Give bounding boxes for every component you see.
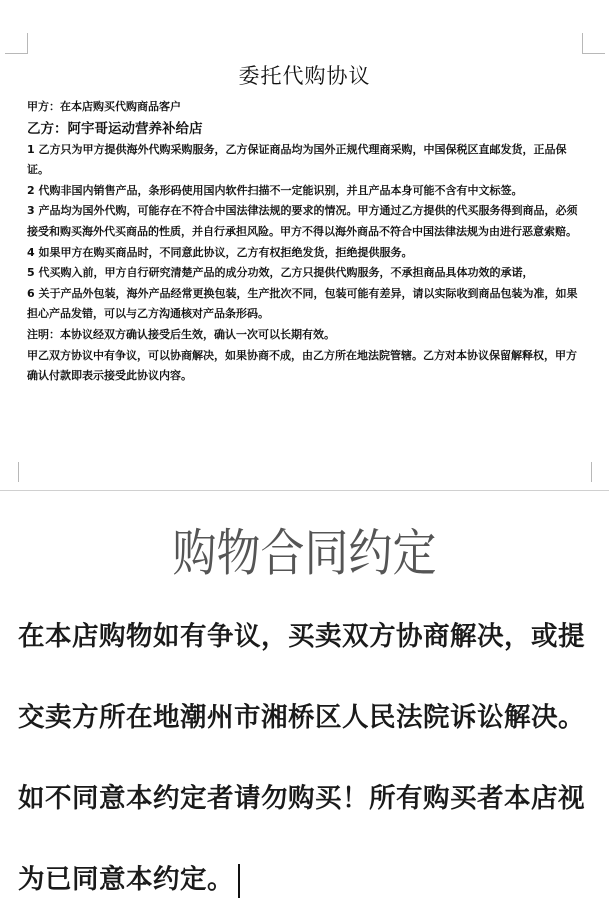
agreement-body[interactable] <box>27 97 587 387</box>
contract-text: 在本店购物如有争议，买卖双方协商解决，或提交卖方所在地潮州市湘桥区人民法院诉讼解决。如不同意本约定者请勿购买！所有购买者本店视为已同意本约定。 <box>18 621 585 895</box>
clause-3: 3 产品均为国外代购，可能存在不符合中国法律法规的要求的情况。甲方通过乙方提供的代买服务得到商品，必须接受和购买海外代买商品的性质，并自行承担风险。甲方不得以海外商品不符合中国法律法规为由进行恶意索赔。 <box>27 204 578 238</box>
clause-6: 6 关于产品外包装，海外产品经常更换包装，生产批次不同，包装可能有差异，请以实际收到商品包装为准，如果担心产品发错，可以与乙方沟通核对产品条形码。 <box>27 286 578 321</box>
contract-title: 购物合同约定 <box>172 524 437 584</box>
agreement-title: 委托代购协议 <box>238 64 371 88</box>
clause-1: 1 乙方只为甲方提供海外代购采购服务，乙方保证商品均为国外正规代理商采购，中国保税区直邮发货，正品保证。 <box>27 142 567 177</box>
clause-2: 2 代购非国内销售产品，条形码使用国内软件扫描不一定能识别，并且产品本身可能不含有中文标签。 <box>27 183 523 197</box>
note: 注明：本协议经双方确认接受后生效，确认一次可以长期有效。 <box>27 327 335 341</box>
crop-mark-bottom-left <box>5 462 19 482</box>
party-a: 甲方：在本店购买代购商品客户 <box>27 100 181 113</box>
clause-5: 5 代买购入前，甲方自行研究清楚产品的成分功效，乙方只提供代购服务，不承担商品具体功效的承诺， <box>27 266 534 280</box>
page-divider <box>0 490 609 491</box>
text-cursor <box>238 864 240 898</box>
crop-mark-top-left <box>5 33 28 54</box>
crop-mark-bottom-right <box>591 462 605 482</box>
clause-4: 4 如果甲方在购买商品时，不同意此协议，乙方有权拒绝发货，拒绝提供服务。 <box>27 245 413 259</box>
crop-mark-top-right <box>582 33 605 54</box>
party-b: 乙方：阿宇哥运动营养补给店 <box>27 120 203 137</box>
contract-body[interactable] <box>18 596 598 920</box>
dispute-clause: 甲乙双方协议中有争议，可以协商解决，如果协商不成，由乙方所在地法院管辖。乙方对本协议保留解释权，甲方确认付款即表示接受此协议内容。 <box>27 348 577 383</box>
